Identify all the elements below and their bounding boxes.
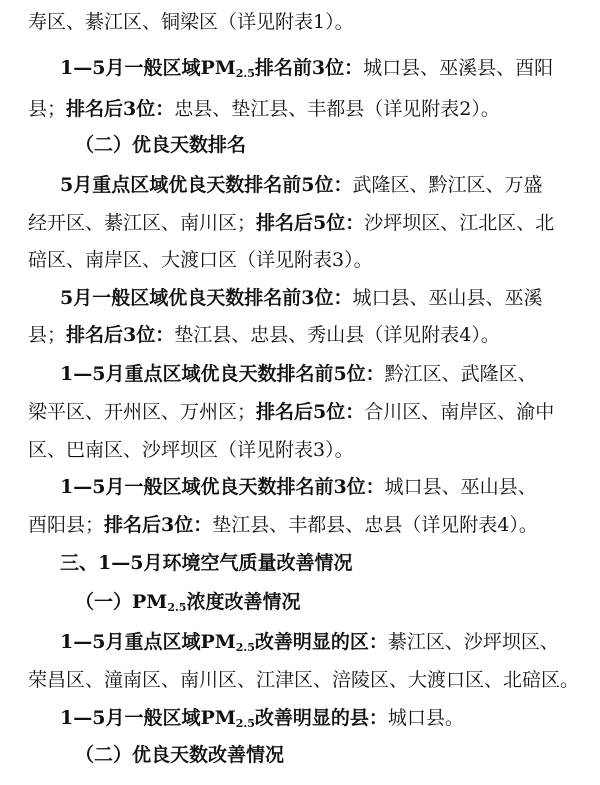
subscript: 2.5: [235, 717, 255, 730]
text-run: 城口县、巫山县、: [384, 476, 537, 498]
text-run-bold: 排名后5位：: [256, 401, 365, 423]
text-run-bold: 排名后3位：: [66, 98, 175, 120]
text-run: 县；: [28, 98, 67, 120]
text-line-3: [0, 97, 600, 121]
text-run-bold: 排名后5位：: [256, 212, 365, 234]
subscript: 2.5: [167, 601, 187, 614]
text-line-10: [0, 362, 600, 386]
subscript: 2.5: [235, 67, 255, 80]
text-run-bold: 排名后3位：: [104, 514, 213, 536]
text-run: 县；: [28, 324, 67, 346]
text-line-2: [0, 56, 600, 86]
text-run: 黔江区、武隆区、: [384, 363, 537, 385]
text-run-bold: 1—5月一般区域优良天数排名前3位：: [60, 476, 385, 498]
text-run: 寿区、綦江区、铜梁区（详见附表1）。: [28, 11, 354, 33]
text-run: 合川区、南岸区、渝中: [364, 401, 555, 423]
text-line-13: [0, 475, 600, 499]
text-run-bold: 5月重点区域优良天数排名前5位：: [60, 174, 353, 196]
text-line-8: [0, 286, 600, 310]
text-run: 綦江区、沙坪坝区、: [387, 631, 559, 653]
heading-text: （一）PM: [75, 591, 168, 613]
text-run-bold: 5月一般区域优良天数排名前3位：: [60, 287, 353, 309]
text-line-7: [0, 248, 600, 272]
text-run: 城口县、巫溪县、酉阳: [363, 57, 554, 79]
section-heading: [0, 133, 600, 157]
text-run: 区、巴南区、沙坪坝区（详见附表3）。: [28, 439, 354, 461]
heading-text: 浓度改善情况: [186, 591, 301, 613]
text-line-6: [0, 211, 600, 235]
text-line-17: [0, 630, 600, 660]
text-run: 武隆区、黔江区、万盛: [352, 174, 543, 196]
text-run: 城口县。: [387, 707, 464, 729]
text-run: 城口县、巫山县、巫溪: [352, 287, 543, 309]
text-run-bold: 排名后3位：: [66, 324, 175, 346]
text-run-bold: 1—5月重点区域PM: [60, 631, 236, 653]
text-run-bold: 1—5月一般区域PM: [60, 707, 236, 729]
text-run-bold: 排名前3位：: [254, 57, 364, 79]
text-run: 梁平区、开州区、万州区；: [28, 401, 257, 423]
subsection-heading: [0, 590, 600, 620]
text-run-bold: 改善明显的县：: [254, 707, 388, 729]
text-line-5: [0, 173, 600, 197]
text-run: 垫江县、丰都县、忠县（详见附表4）。: [212, 514, 538, 536]
text-run: 荣昌区、潼南区、南川区、江津区、涪陵区、大渡口区、北碚区。: [28, 669, 580, 691]
subsection-heading: [0, 743, 600, 767]
text-run: 碚区、南岸区、大渡口区（详见附表3）。: [28, 249, 373, 271]
section-heading: [0, 551, 600, 575]
heading-text: （二）优良天数排名: [75, 134, 247, 156]
text-run-bold: 1—5月一般区域PM: [60, 57, 236, 79]
text-line-1: [0, 10, 600, 34]
text-line-9: [0, 323, 600, 347]
text-run: 酉阳县；: [28, 514, 105, 536]
text-line-14: [0, 513, 600, 537]
text-run: 忠县、垫江县、丰都县（详见附表2）。: [174, 98, 500, 120]
text-line-12: [0, 438, 600, 462]
subscript: 2.5: [235, 641, 255, 654]
text-line-18: [0, 668, 600, 692]
text-line-19: [0, 706, 600, 736]
heading-text: 三、1—5月环境空气质量改善情况: [60, 552, 353, 574]
text-run: 沙坪坝区、江北区、北: [364, 212, 555, 234]
text-run-bold: 改善明显的区：: [254, 631, 388, 653]
text-run-bold: 1—5月重点区域优良天数排名前5位：: [60, 363, 385, 385]
text-run: 垫江县、忠县、秀山县（详见附表4）。: [174, 324, 500, 346]
text-line-11: [0, 400, 600, 424]
text-run: 经开区、綦江区、南川区；: [28, 212, 257, 234]
heading-text: （二）优良天数改善情况: [75, 744, 285, 766]
